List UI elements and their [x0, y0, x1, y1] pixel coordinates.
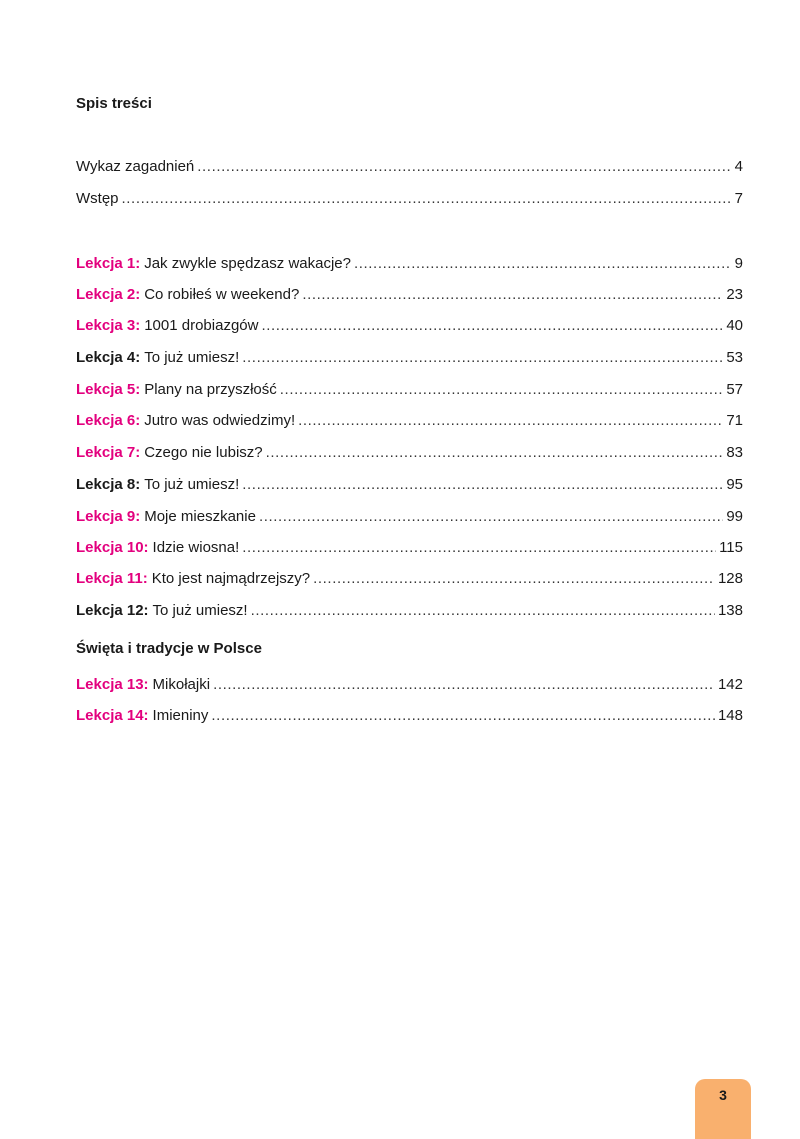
dot-leader	[122, 188, 732, 210]
lesson-page: 40	[726, 317, 743, 334]
toc-entry-title: Wstęp	[76, 190, 119, 207]
lesson-page: 9	[734, 255, 743, 272]
toc-entry-lesson-5[interactable]	[76, 379, 743, 401]
lesson-label: Lekcja 4:	[76, 349, 141, 366]
lesson-title: To już umiesz!	[144, 349, 240, 366]
toc-entry-wstep[interactable]	[76, 188, 743, 210]
lesson-label: Lekcja 9:	[76, 508, 141, 525]
lesson-page: 83	[726, 444, 743, 461]
lesson-label: Lekcja 1:	[76, 255, 141, 272]
lesson-title: Czego nie lubisz?	[144, 444, 263, 461]
lesson-page: 23	[726, 286, 743, 303]
lesson-title: Jutro was odwiedzimy!	[144, 412, 296, 429]
toc-entry-lesson-13[interactable]	[76, 674, 743, 696]
lesson-title: Mikołajki	[152, 676, 211, 693]
toc-entry-lesson-10[interactable]	[76, 537, 743, 559]
dot-leader	[280, 379, 724, 401]
lesson-page: 138	[717, 602, 743, 619]
lesson-label: Lekcja 2:	[76, 286, 141, 303]
toc-entry-lesson-14[interactable]	[76, 705, 743, 727]
toc-entry-lesson-12[interactable]	[76, 600, 743, 622]
dot-leader	[242, 537, 716, 559]
dot-leader	[242, 347, 723, 369]
toc-entry-lesson-2[interactable]	[76, 284, 743, 306]
lesson-label: Lekcja 7:	[76, 444, 141, 461]
toc-entry-page: 7	[734, 190, 743, 207]
dot-leader	[354, 253, 732, 275]
dot-leader	[197, 156, 731, 178]
lesson-label: Lekcja 5:	[76, 381, 141, 398]
lesson-title: Jak zwykle spędzasz wakacje?	[144, 255, 351, 272]
dot-leader	[259, 506, 723, 528]
lesson-label: Lekcja 11:	[76, 570, 148, 587]
toc-entry-lesson-7[interactable]	[76, 442, 743, 464]
lesson-page: 99	[726, 508, 743, 525]
dot-leader	[313, 568, 715, 590]
dot-leader	[242, 474, 723, 496]
lesson-label: Lekcja 8:	[76, 476, 141, 493]
lesson-label: Lekcja 10:	[76, 539, 149, 556]
lesson-page: 71	[726, 412, 743, 429]
lesson-page: 53	[726, 349, 743, 366]
toc-entry-wykaz[interactable]	[76, 156, 743, 178]
dot-leader	[213, 674, 715, 696]
lesson-title: To już umiesz!	[144, 476, 240, 493]
toc-entry-lesson-11[interactable]	[76, 568, 743, 590]
dot-leader	[266, 442, 724, 464]
lesson-page: 57	[726, 381, 743, 398]
lesson-page: 142	[717, 676, 743, 693]
page-number: 3	[719, 1087, 727, 1103]
lesson-title: Co robiłeś w weekend?	[144, 286, 300, 303]
lesson-title: Kto jest najmądrzejszy?	[151, 570, 311, 587]
toc-entry-lesson-9[interactable]	[76, 506, 743, 528]
lesson-page: 95	[726, 476, 743, 493]
dot-leader	[298, 410, 723, 432]
section-heading: Święta i tradycje w Polsce	[76, 640, 262, 657]
toc-entry-lesson-3[interactable]	[76, 315, 743, 337]
lesson-title: To już umiesz!	[152, 602, 248, 619]
lesson-title: 1001 drobiazgów	[144, 317, 259, 334]
lesson-title: Idzie wiosna!	[152, 539, 240, 556]
dot-leader	[302, 284, 723, 306]
page-title: Spis treści	[76, 95, 152, 112]
dot-leader	[211, 705, 715, 727]
toc-entry-title: Wykaz zagadnień	[76, 158, 195, 175]
lesson-page: 148	[717, 707, 743, 724]
lesson-page: 128	[717, 570, 743, 587]
toc-entry-lesson-6[interactable]	[76, 410, 743, 432]
page-number-tab	[695, 1079, 751, 1139]
lesson-label: Lekcja 14:	[76, 707, 149, 724]
lesson-label: Lekcja 12:	[76, 602, 149, 619]
dot-leader	[251, 600, 715, 622]
lesson-title: Plany na przyszłość	[144, 381, 277, 398]
lesson-label: Lekcja 13:	[76, 676, 149, 693]
dot-leader	[261, 315, 723, 337]
toc-entry-page: 4	[734, 158, 743, 175]
toc-entry-lesson-4[interactable]	[76, 347, 743, 369]
toc-entry-lesson-1[interactable]	[76, 253, 743, 275]
lesson-title: Moje mieszkanie	[144, 508, 256, 525]
lesson-title: Imieniny	[152, 707, 209, 724]
lesson-page: 115	[719, 539, 743, 556]
toc-entry-lesson-8[interactable]	[76, 474, 743, 496]
lesson-label: Lekcja 6:	[76, 412, 141, 429]
lesson-label: Lekcja 3:	[76, 317, 141, 334]
